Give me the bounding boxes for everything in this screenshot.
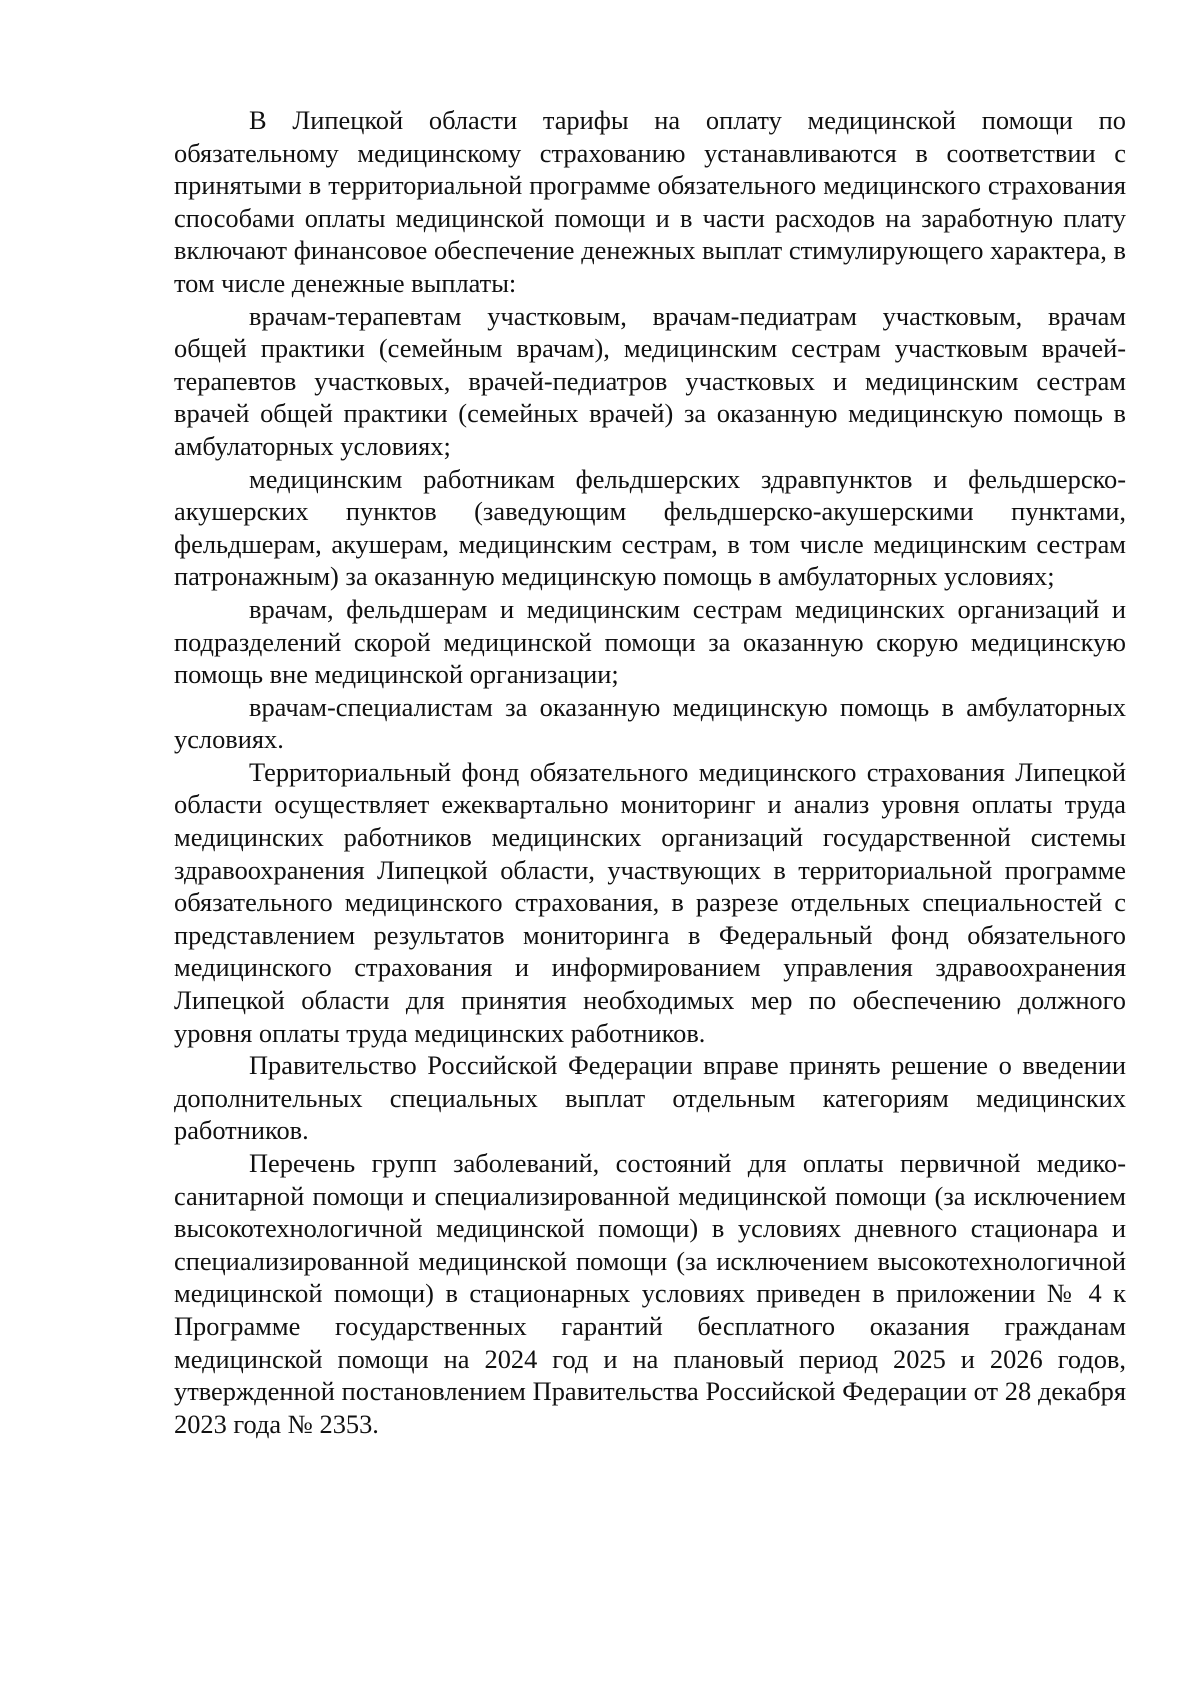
document-page (174, 104, 1126, 1440)
paragraph-feldsher-points: медицинским работникам фельдшерских здравпунктов и фельдшерско-акушерских пунктов (заведующим фельдшерско-акушерскими пунктами, фельдшерам, акушерам, медицинским сестрам, в том числе медицинским сестрам патронажным) за оказанную медицинскую помощь в амбулаторных условиях; (174, 463, 1126, 592)
paragraph-disease-groups: Перечень групп заболеваний, состояний для оплаты первичной медико-санитарной помощи и специализированной медицинской помощи (за исключением высокотехнологичной медицинской помощи) в условиях дневного стационара и специализированной медицинской помощи (за исключением высокотехнологичной медицинской помощи) в стационарных условиях приведен в приложении № 4 к Программе государственных гарантий бесплатного оказания гражданам медицинской помощи на 2024 год и на плановый период 2025 и 2026 годов, утвержденной постановлением Правительства Российской Федерации от 28 декабря 2023 года № 2353. (174, 1148, 1126, 1439)
paragraph-specialists: врачам-специалистам за оказанную медицинскую помощь в амбулаторных условиях. (174, 691, 1126, 755)
paragraph-monitoring: Территориальный фонд обязательного медицинского страхования Липецкой области осуществляет ежеквартально мониторинг и анализ уровня оплаты труда медицинских работников медицинских организаций государственной системы здравоохранения Липецкой области, участвующих в территориальной программе обязательного медицинского страхования, в разрезе отдельных специальностей с представлением результатов мониторинга в Федеральный фонд обязательного медицинского страхования и информированием управления здравоохранения Липецкой области для принятия необходимых мер по обеспечению должного уровня оплаты труда медицинских работников. (174, 756, 1126, 1048)
paragraph-government-decision: Правительство Российской Федерации вправе принять решение о введении дополнительных специальных выплат отдельным категориям медицинских работников. (174, 1050, 1126, 1146)
paragraph-emergency-care: врачам, фельдшерам и медицинским сестрам медицинских организаций и подразделений скорой медицинской помощи за оказанную скорую медицинскую помощь вне медицинской организации; (174, 593, 1126, 690)
paragraph-tariffs-intro: В Липецкой области тарифы на оплату медицинской помощи по обязательному медицинскому страхованию устанавливаются в соответствии с принятыми в территориальной программе обязательного медицинского страхования способами оплаты медицинской помощи и в части расходов на заработную плату включают финансовое обеспечение денежных выплат стимулирующего характера, в том числе денежные выплаты: (174, 105, 1126, 298)
paragraph-district-doctors: врачам-терапевтам участковым, врачам-педиатрам участковым, врачам общей практики (семейным врачам), медицинским сестрам участковым врачей-терапевтов участковых, врачей-педиатров участковых и медицинским сестрам врачей общей практики (семейных врачей) за оказанную медицинскую помощь в амбулаторных условиях; (174, 300, 1126, 461)
